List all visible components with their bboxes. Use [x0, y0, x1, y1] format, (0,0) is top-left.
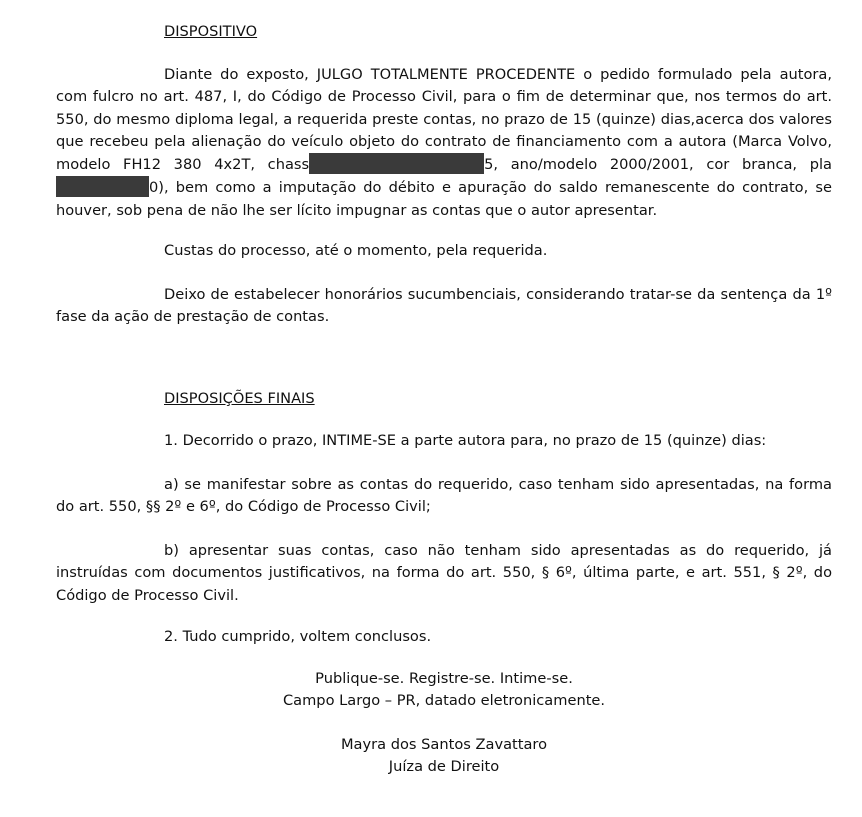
paragraph-judgment-text-c: 0), bem como a imputação do débito e apuração do saldo remanescente do contrato, se houver, sob pena de não lhe ser lícito impugnar as contas que o autor apresentar.	[56, 179, 832, 219]
signature-title: Juíza de Direito	[388, 758, 500, 776]
signature-name: Mayra dos Santos Zavattaro	[340, 736, 548, 753]
section-heading-dispositivo: DISPOSITIVO	[164, 23, 258, 40]
redaction-plate	[56, 176, 149, 197]
closing-line-location-date: Campo Largo – PR, datado eletronicamente.	[282, 692, 606, 710]
section-heading-final-provisions: DISPOSIÇÕES FINAIS	[164, 390, 315, 407]
closing-line-publish: Publique-se. Registre-se. Intime-se.	[315, 670, 573, 687]
signature-block	[56, 734, 832, 779]
paragraph-costs: Custas do processo, até o momento, pela requerida.	[164, 242, 548, 259]
paragraph-judgment-text-a: Diante do exposto, JULGO TOTALMENTE PROCEDENTE o pedido formulado pela autora, com fulcro no art. 487, I, do Código de Processo Civil, para o fim de determinar que, nos termos do art. 550, do mesmo diploma legal, a requerida preste contas, no prazo de 15 (quinze) dias,acerca dos valores que recebeu pela alienação do veículo objeto do contrato de financiamento com a autora (Marca Volvo, modelo FH12 380 4x2T, chass	[56, 66, 832, 174]
list-item-a: a) se manifestar sobre as contas do requerido, caso tenham sido apresentadas, na forma do art. 550, §§ 2º e 6º, do Código de Processo Civil;	[56, 476, 832, 516]
list-item-2: 2. Tudo cumprido, voltem conclusos.	[164, 628, 432, 645]
paragraph-judgment-text-b: 5, ano/modelo 2000/2001, cor branca, pla	[484, 156, 832, 174]
closing-block	[56, 668, 832, 713]
paragraph-fees: Deixo de estabelecer honorários sucumbenciais, considerando tratar-se da sentença da 1º fase da ação de prestação de contas.	[56, 286, 832, 326]
list-item-1: 1. Decorrido o prazo, INTIME-SE a parte autora para, no prazo de 15 (quinze) dias:	[164, 432, 767, 449]
redaction-chassis	[309, 153, 484, 174]
list-item-b: b) apresentar suas contas, caso não tenham sido apresentadas as do requerido, já instruídas com documentos justificativos, na forma do art. 550, § 6º, última parte, e art. 551, § 2º, do Código de Processo Civil.	[56, 542, 832, 604]
paragraph-judgment	[56, 64, 832, 222]
